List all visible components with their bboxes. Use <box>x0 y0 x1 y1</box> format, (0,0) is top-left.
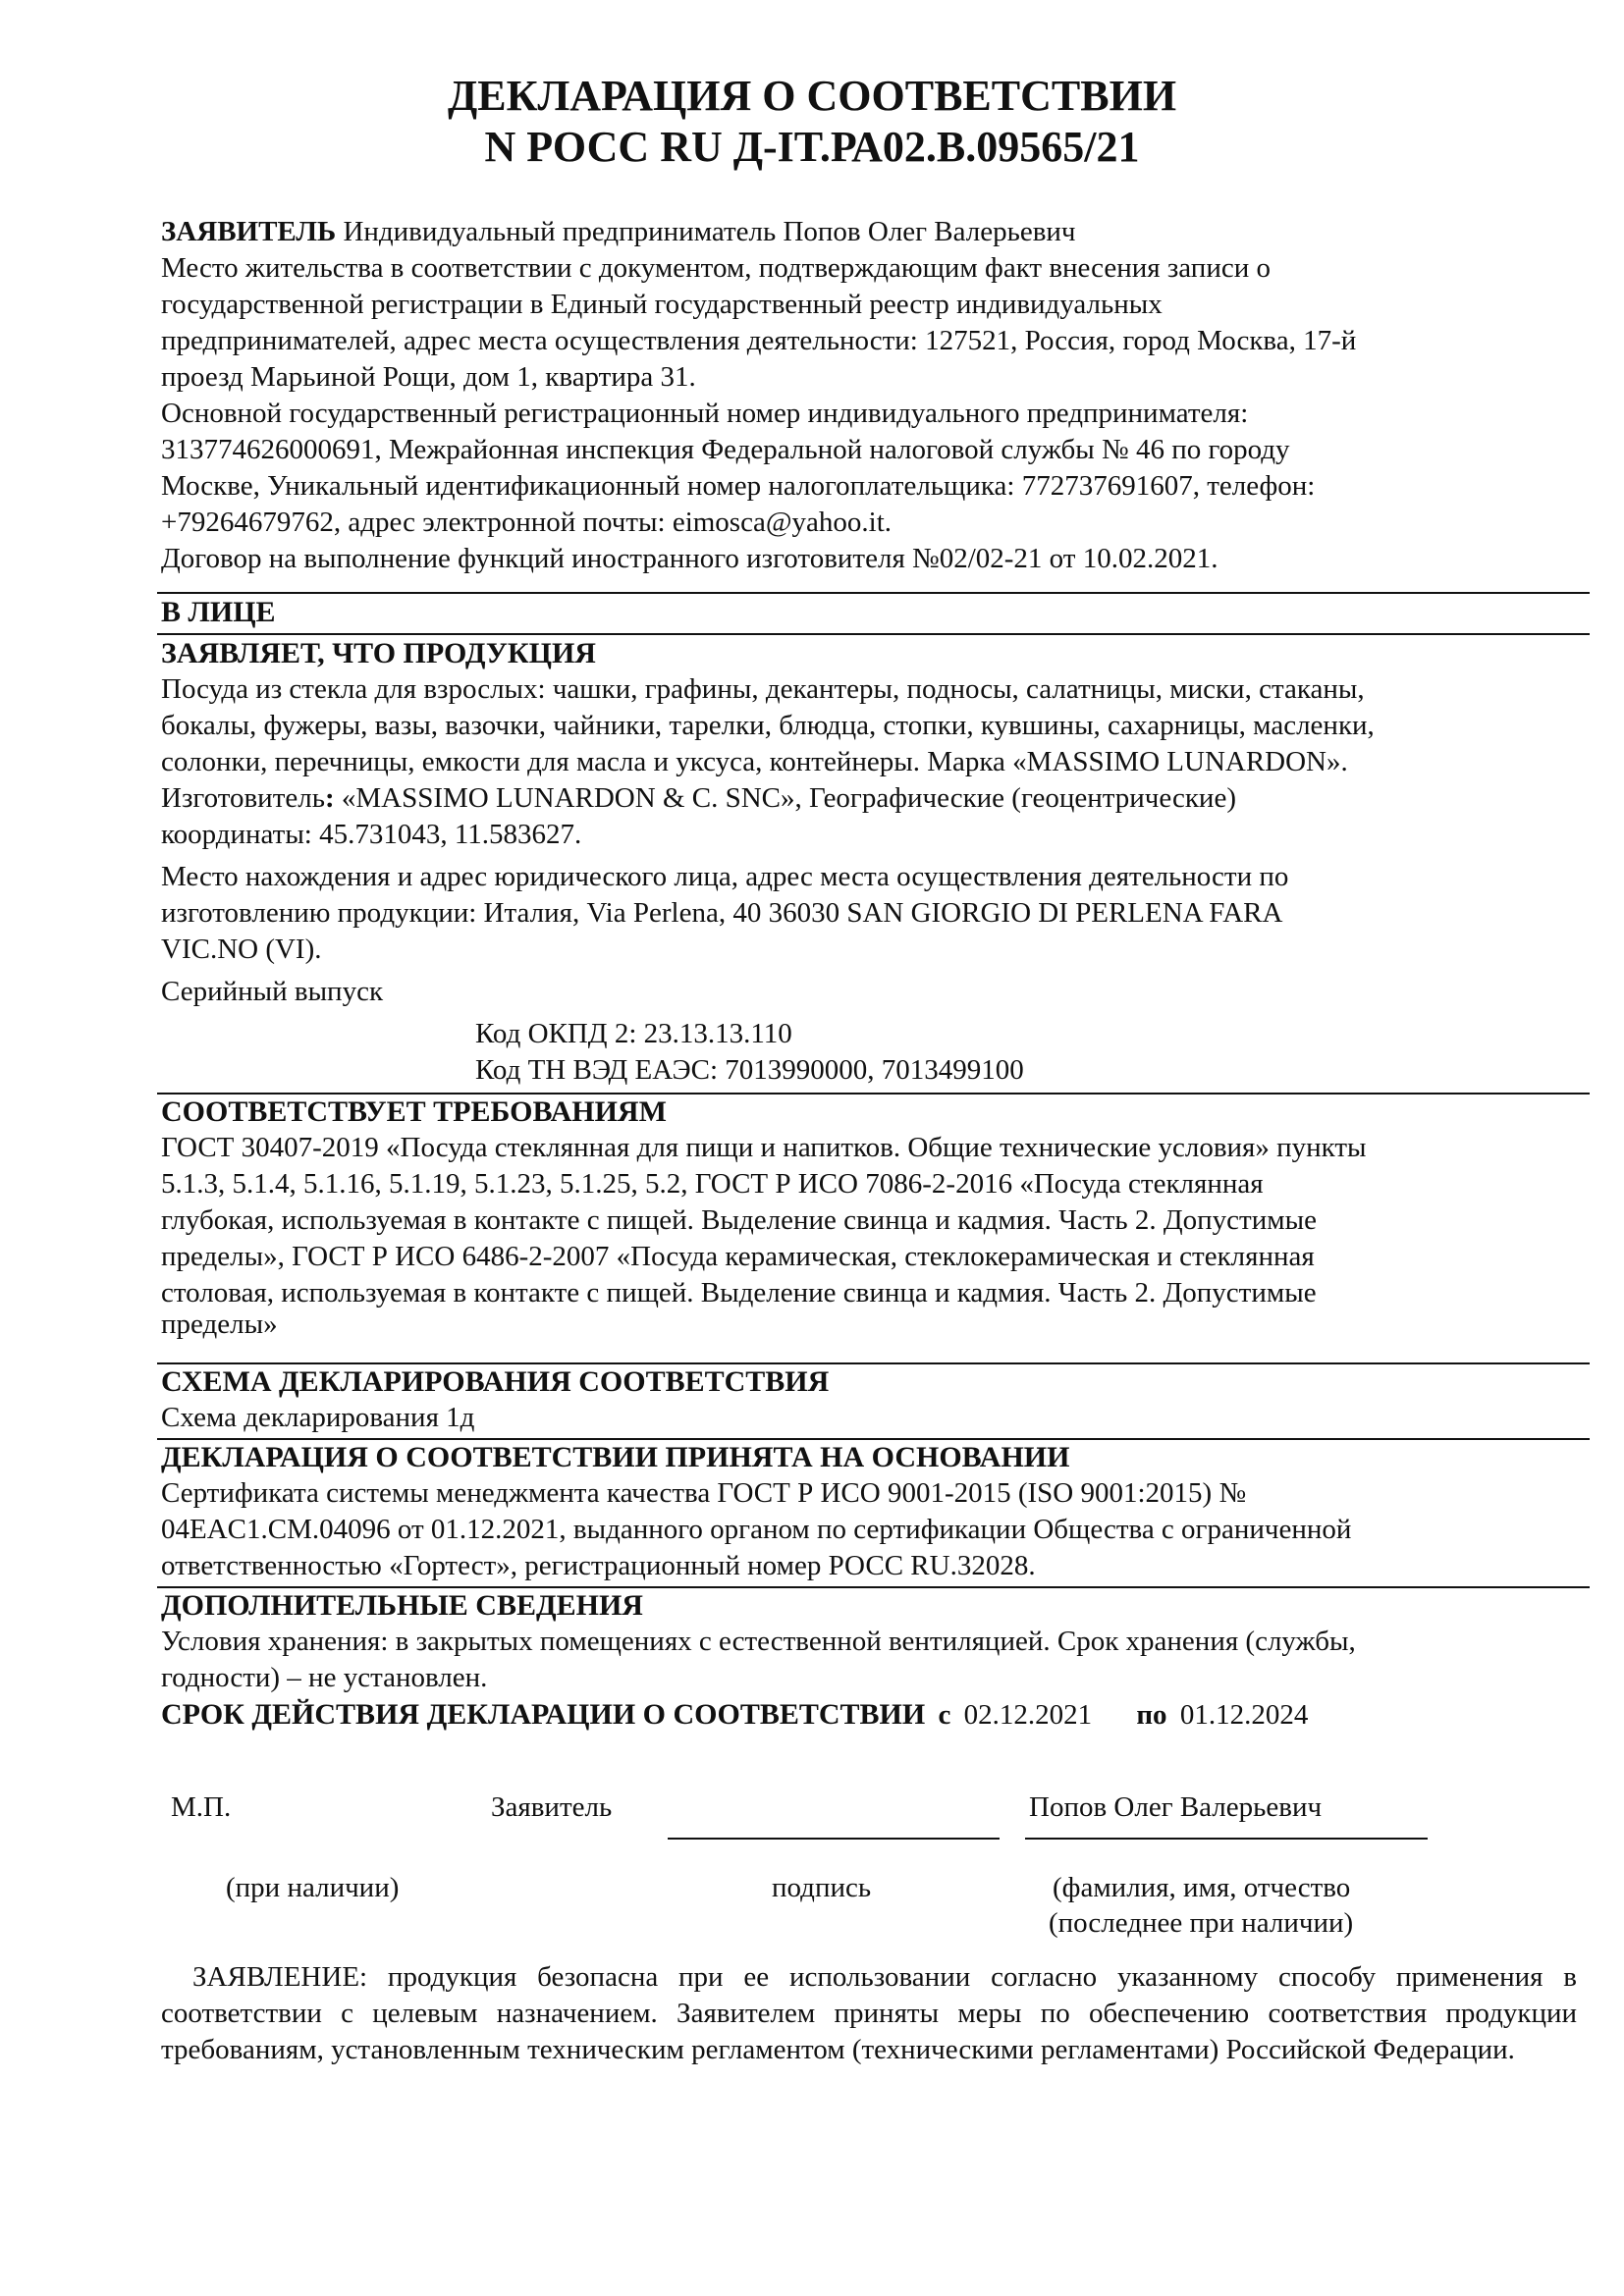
basis-label: ДЕКЛАРАЦИЯ О СООТВЕТСТВИИ ПРИНЯТА НА ОСНОВАНИИ <box>161 1441 1070 1473</box>
applicant-text: предпринимателей, адрес места осуществления деятельности: 127521, Россия, город Москва, 17-й <box>161 325 1357 356</box>
manufacturer-address: VIC.NO (VI). <box>161 934 322 965</box>
basis-text: Сертификата системы менеджмента качества ГОСТ Р ИСО 9001-2015 (ISO 9001:2015) № <box>161 1477 1247 1509</box>
tnved-code: Код ТН ВЭД ЕАЭС: 7013990000, 7013499100 <box>475 1054 1024 1086</box>
title-line-1: ДЕКЛАРАЦИЯ О СООТВЕТСТВИИ <box>447 72 1177 120</box>
additional-label: ДОПОЛНИТЕЛЬНЫЕ СВЕДЕНИЯ <box>161 1589 643 1622</box>
applicant-text: Москве, Уникальный идентификационный номер налогоплательщика: 772737691607, телефон: <box>161 470 1316 502</box>
applicant-section <box>161 214 1595 577</box>
requirements-text: пределы», ГОСТ Р ИСО 6486-2-2007 «Посуда керамическая, стеклокерамическая и стеклянная <box>161 1241 1315 1272</box>
applicant-name: Индивидуальный предприниматель Попов Олег Валерьевич <box>336 216 1076 247</box>
additional-section <box>161 1587 1595 1696</box>
validity-to-label: по <box>1136 1699 1167 1731</box>
product-text: Посуда из стекла для взрослых: чашки, графины, декантеры, подносы, салатницы, миски, стаканы, <box>161 673 1365 705</box>
okpd-code: Код ОКПД 2: 23.13.13.110 <box>475 1018 792 1049</box>
basis-text: ответственностью «Гортест», регистрационный номер РОСС RU.32028. <box>161 1550 1036 1581</box>
requirements-text: глубокая, используемая в контакте с пищей. Выделение свинца и кадмия. Часть 2. Допустимые <box>161 1204 1317 1236</box>
applicant-contract: Договор на выполнение функций иностранного изготовителя №02/02-21 от 10.02.2021. <box>161 543 1218 574</box>
applicant-text: 313774626000691, Межрайонная инспекция Федеральной налоговой службы № 46 по городу <box>161 434 1290 465</box>
manufacturer-address: Место нахождения и адрес юридического лица, адрес места осуществления деятельности по <box>161 861 1289 892</box>
scheme-section <box>161 1363 1595 1436</box>
signer-name: Попов Олег Валерьевич <box>1029 1791 1323 1823</box>
additional-text: Условия хранения: в закрытых помещениях с естественной вентиляцией. Срок хранения (службы, <box>161 1626 1356 1657</box>
requirements-text: столовая, используемая в контакте с пищей. Выделение свинца и кадмия. Часть 2. Допустимые <box>161 1277 1317 1308</box>
validity-from-label: с <box>938 1699 951 1731</box>
additional-text: годности) – не установлен. <box>161 1662 488 1693</box>
represented-section <box>161 594 1595 630</box>
applicant-sign-label: Заявитель <box>491 1791 613 1823</box>
signature-line <box>668 1838 1000 1840</box>
applicant-label: ЗАЯВИТЕЛЬ <box>161 216 337 247</box>
requirements-text: ГОСТ 30407-2019 «Посуда стеклянная для пищи и напитков. Общие технические условия» пункты <box>161 1132 1367 1163</box>
validity-section <box>161 1696 1595 1734</box>
manufacturer-coordinates: координаты: 45.731043, 11.583627. <box>161 819 582 850</box>
applicant-text: Место жительства в соответствии с документом, подтверждающим факт внесения записи о <box>161 252 1271 284</box>
requirements-text: 5.1.3, 5.1.4, 5.1.16, 5.1.19, 5.1.23, 5.1.25, 5.2, ГОСТ Р ИСО 7086-2-2016 «Посуда стеклянная <box>161 1168 1264 1200</box>
name-note-1: (фамилия, имя, отчество <box>1053 1872 1351 1903</box>
safety-statement: ЗАЯВЛЕНИЕ: продукция безопасна при ее использовании согласно указанному способу применения в соответствии с целевым назначением. Заявителем приняты меры по обеспечению соответствия продукции требованиям, установленным техническим регламентом (техническими регламентами) Российской Федерации. <box>161 1961 1577 2065</box>
requirements-section <box>161 1094 1595 1340</box>
product-section <box>161 635 1595 1089</box>
scheme-label: СХЕМА ДЕКЛАРИРОВАНИЯ СООТВЕТСТВИЯ <box>161 1365 830 1398</box>
name-note-2: (последнее при наличии) <box>1049 1907 1354 1939</box>
name-line <box>1025 1838 1428 1840</box>
manufacturer-name: «MASSIMO LUNARDON & C. SNC», Географические (геоцентрические) <box>334 782 1236 814</box>
applicant-text: +79264679762, адрес электронной почты: eimosca@yahoo.it. <box>161 507 893 538</box>
serial-release: Серийный выпуск <box>161 976 384 1007</box>
applicant-text: Основной государственный регистрационный номер индивидуального предпринимателя: <box>161 398 1249 429</box>
basis-text: 04EAC1.CM.04096 от 01.12.2021, выданного органом по сертификации Общества с ограниченной <box>161 1514 1352 1545</box>
seal-note: (при наличии) <box>226 1872 400 1903</box>
document-title <box>0 71 1624 173</box>
validity-to-date: 01.12.2024 <box>1179 1699 1309 1731</box>
requirements-text: пределы» <box>161 1308 278 1340</box>
manufacturer-label: Изготовитель <box>161 782 325 814</box>
seal-label: М.П. <box>171 1791 232 1823</box>
manufacturer-address: изготовлению продукции: Италия, Via Perlena, 40 36030 SAN GIORGIO DI PERLENA FARA <box>161 897 1283 929</box>
requirements-label: СООТВЕТСТВУЕТ ТРЕБОВАНИЯМ <box>161 1095 667 1128</box>
applicant-text: государственной регистрации в Единый государственный реестр индивидуальных <box>161 289 1163 320</box>
basis-section <box>161 1439 1595 1584</box>
declaration-number: N РОСС RU Д-IT.РА02.В.09565/21 <box>484 123 1140 171</box>
product-text: солонки, перечницы, емкости для масла и уксуса, контейнеры. Марка «MASSIMO LUNARDON». <box>161 746 1348 777</box>
validity-from-date: 02.12.2021 <box>963 1699 1093 1731</box>
product-text: бокалы, фужеры, вазы, вазочки, чайники, тарелки, блюдца, стопки, кувшины, сахарницы, масленки, <box>161 710 1375 741</box>
signature-note: подпись <box>772 1872 872 1903</box>
product-label: ЗАЯВЛЯЕТ, ЧТО ПРОДУКЦИЯ <box>161 637 596 669</box>
represented-label: В ЛИЦЕ <box>161 596 276 628</box>
manufacturer-colon: : <box>324 782 335 814</box>
scheme-value: Схема декларирования 1д <box>161 1402 475 1433</box>
validity-label: СРОК ДЕЙСТВИЯ ДЕКЛАРАЦИИ О СООТВЕТСТВИИ <box>161 1698 926 1731</box>
applicant-text: проезд Марьиной Рощи, дом 1, квартира 31. <box>161 361 696 393</box>
